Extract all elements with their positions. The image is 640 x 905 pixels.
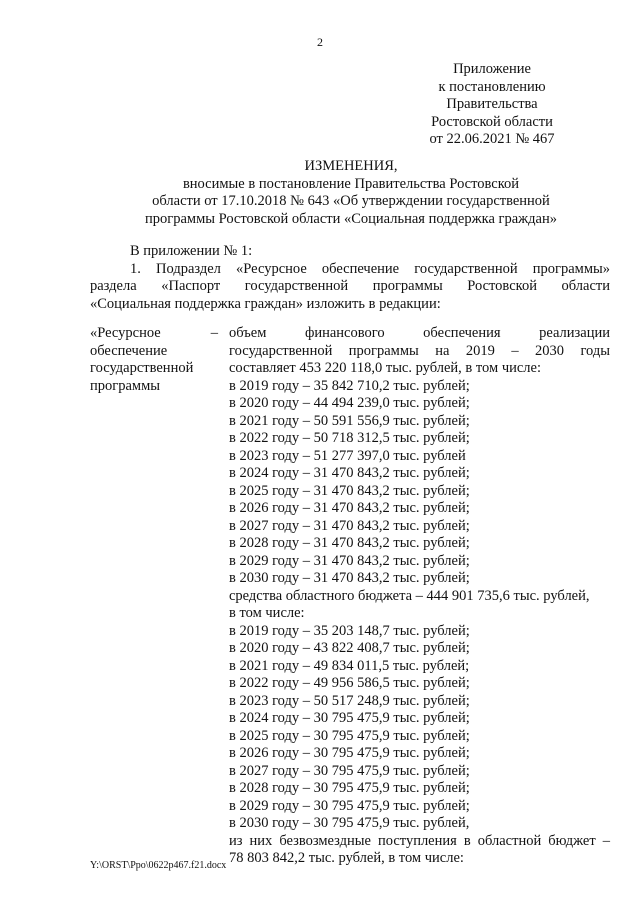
regional-budget-line: в том числе: xyxy=(229,605,305,621)
year-line-regional: в 2025 году – 30 795 475,9 тыс. рублей; xyxy=(229,727,470,744)
year-line-total: в 2029 году – 31 470 843,2 тыс. рублей; xyxy=(229,552,470,569)
resource-label-dash: – xyxy=(210,325,218,341)
paragraph-line: раздела «Паспорт государственной программы Ростовской области xyxy=(90,278,610,294)
resource-label-line: программы xyxy=(90,377,160,394)
title-line: области от 17.10.2018 № 643 «Об утверждении государственной xyxy=(152,193,550,209)
year-line-regional: в 2027 году – 30 795 475,9 тыс. рублей; xyxy=(229,762,470,779)
year-line-regional: в 2028 году – 30 795 475,9 тыс. рублей; xyxy=(229,780,470,796)
paragraph-line: «Социальная поддержка граждан» изложить в редакции: xyxy=(90,295,441,312)
year-line-total: в 2023 году – 51 277 397,0 тыс. рублей xyxy=(229,447,466,464)
year-line-total: в 2021 году – 50 591 556,9 тыс. рублей; xyxy=(229,412,470,429)
year-line-regional: в 2023 году – 50 517 248,9 тыс. рублей; xyxy=(229,692,470,709)
appendix-line: Правительства xyxy=(446,96,538,112)
year-line-regional: в 2021 году – 49 834 011,5 тыс. рублей; xyxy=(229,657,470,674)
resource-label xyxy=(90,325,218,395)
year-line-regional: в 2026 году – 30 795 475,9 тыс. рублей; xyxy=(229,745,470,761)
intro-section xyxy=(90,243,610,313)
year-line-total: в 2027 году – 31 470 843,2 тыс. рублей; xyxy=(229,517,470,534)
year-line-regional: в 2030 году – 30 795 475,9 тыс. рублей, xyxy=(229,815,470,831)
resource-label-line: государственной xyxy=(90,360,194,376)
page-number: 2 xyxy=(317,35,323,49)
year-line-total: в 2025 году – 31 470 843,2 тыс. рублей; xyxy=(229,482,470,499)
year-line-total: в 2024 году – 31 470 843,2 тыс. рублей; xyxy=(229,465,470,481)
year-line-total: в 2022 году – 50 718 312,5 тыс. рублей; xyxy=(229,430,470,446)
file-path-footer: Y:\ORST\Ppo\0622p467.f21.docx xyxy=(90,860,227,871)
title-line: программы Ростовской области «Социальная поддержка граждан» xyxy=(145,210,557,227)
appendix-line: к постановлению xyxy=(438,78,546,95)
appendix-block xyxy=(402,61,582,149)
title-heading: ИЗМЕНЕНИЯ, xyxy=(304,158,398,174)
appendix-line: от 22.06.2021 № 467 xyxy=(429,131,555,147)
year-line-regional: в 2019 году – 35 203 148,7 тыс. рублей; xyxy=(229,622,470,639)
document-title xyxy=(0,158,640,228)
gratuitous-line: 78 803 842,2 тыс. рублей, в том числе: xyxy=(229,850,464,866)
gratuitous-line: из них безвозмездные поступления в областной бюджет – xyxy=(229,832,610,849)
year-line-regional: в 2022 году – 49 956 586,5 тыс. рублей; xyxy=(229,675,470,691)
paragraph-line: 1. Подраздел «Ресурсное обеспечение государственной программы» xyxy=(130,260,610,277)
appendix-line: Ростовской области xyxy=(431,113,553,130)
year-line-total: в 2026 году – 31 470 843,2 тыс. рублей; xyxy=(229,500,470,516)
resource-label-line: обеспечение xyxy=(90,342,168,359)
title-line: вносимые в постановление Правительства Ростовской xyxy=(182,175,520,192)
lead-line: государственной программы на 2019 – 2030 годы xyxy=(229,342,610,359)
resource-label-first: «Ресурсное xyxy=(90,325,161,341)
year-line-total: в 2020 году – 44 494 239,0 тыс. рублей; xyxy=(229,395,470,411)
year-line-total: в 2028 году – 31 470 843,2 тыс. рублей; xyxy=(229,535,470,551)
regional-budget-line: средства областного бюджета – 444 901 735,6 тыс. рублей, xyxy=(229,587,590,604)
year-line-regional: в 2029 году – 30 795 475,9 тыс. рублей; xyxy=(229,797,470,814)
year-line-total: в 2019 году – 35 842 710,2 тыс. рублей; xyxy=(229,377,470,394)
appendix-line: Приложение xyxy=(453,61,531,77)
year-line-total: в 2030 году – 31 470 843,2 тыс. рублей; xyxy=(229,570,470,586)
lead-line: объем финансового обеспечения реализации xyxy=(229,325,610,341)
year-line-regional: в 2020 году – 43 822 408,7 тыс. рублей; xyxy=(229,640,470,656)
year-line-regional: в 2024 году – 30 795 475,9 тыс. рублей; xyxy=(229,710,470,726)
intro-line: В приложении № 1: xyxy=(130,243,253,259)
lead-line: составляет 453 220 118,0 тыс. рублей, в том числе: xyxy=(229,360,542,376)
resource-content xyxy=(229,325,610,868)
